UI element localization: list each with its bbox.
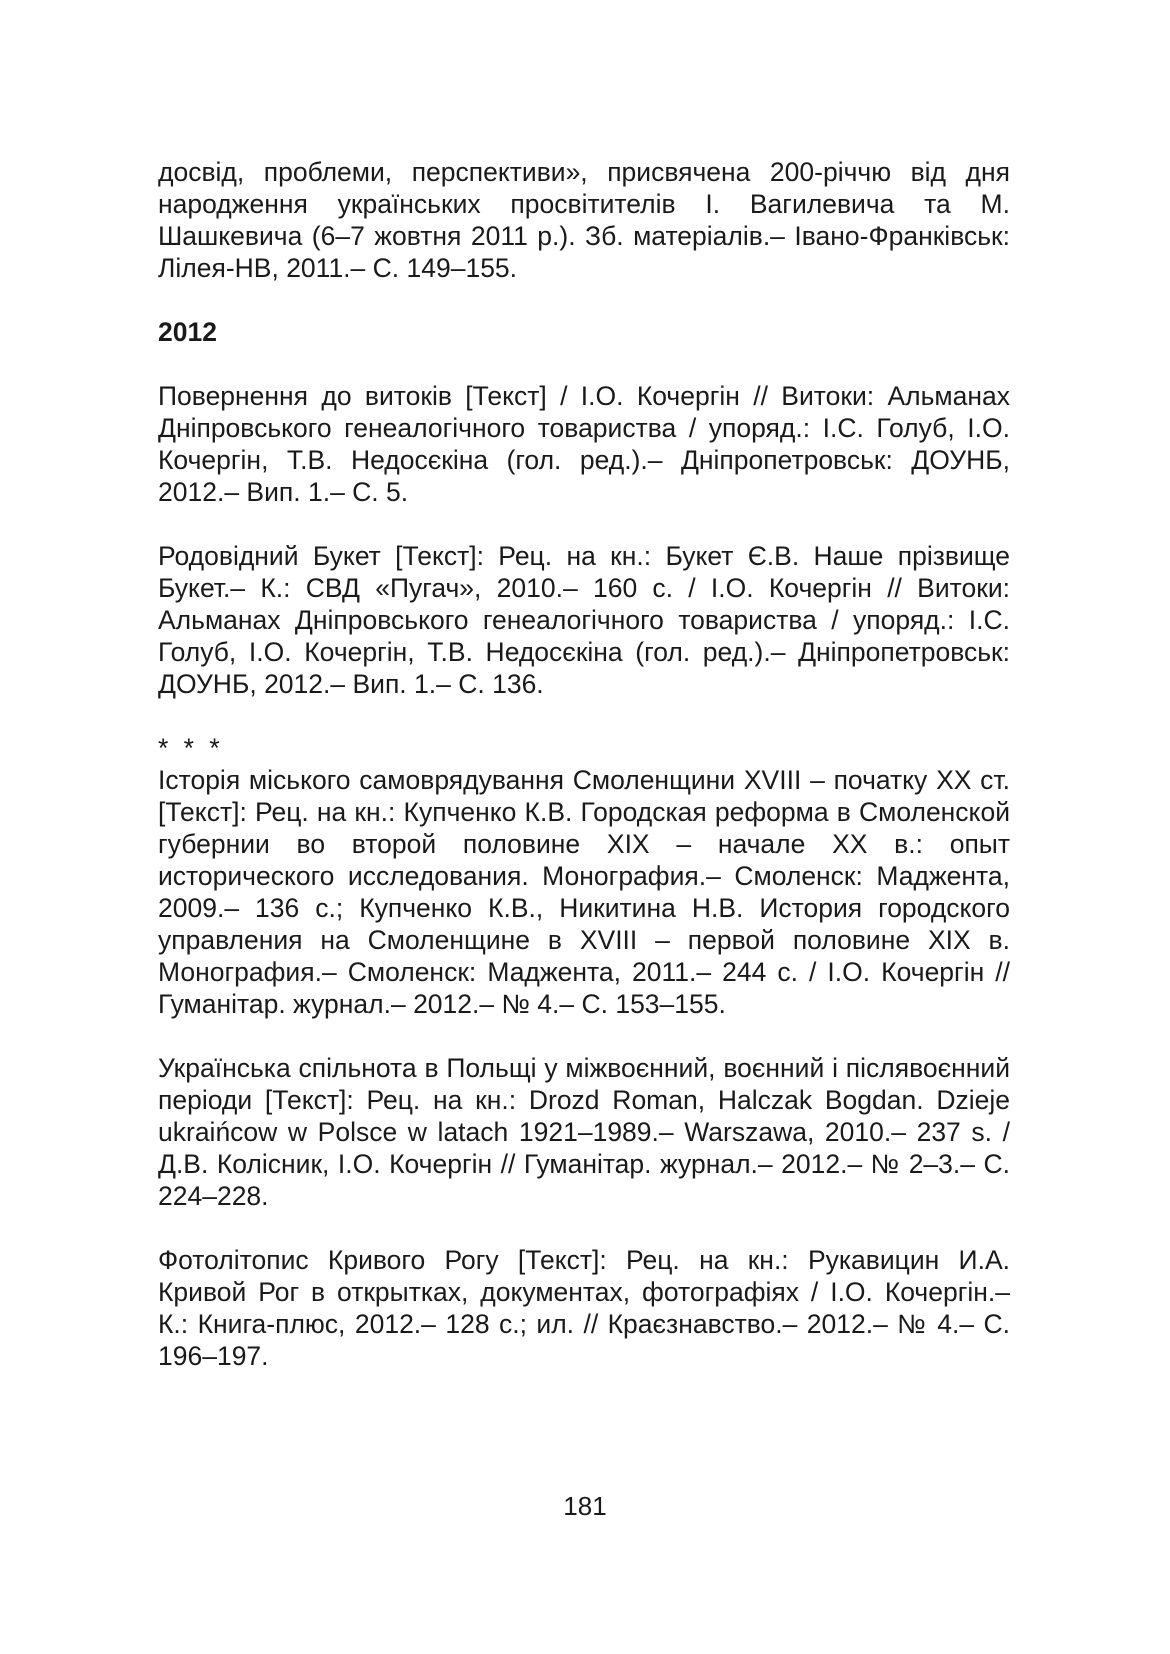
- bibliography-entry: Українська спільнота в Польщі у міжвоєнний, воєнний і післявоєнний періоди [Текст]: Рец. на кн.: Drozd Roman, Halczak Bogdan. Dzieje ukraińcow w Polsce w latach 1921–1989.– Warszawa, 2010.– 237 s. / Д.В. Колісник, І.О. Кочергін // Гуманітар. журнал.– 2012.– № 2–3.– С. 224–228.: [158, 1053, 1010, 1211]
- page-number: 181: [563, 1491, 607, 1521]
- section-separator: * * *: [158, 733, 224, 763]
- bibliography-entry: Родовідний Букет [Текст]: Рец. на кн.: Букет Є.В. Наше прізвище Букет.– К.: СВД «Пугач», 2010.– 160 с. / І.О. Кочергін // Витоки: Альманах Дніпровського генеалогічного товариства / упоряд.: І.С. Голуб, І.О. Кочергін, Т.В. Недосєкіна (гол. ред.).– Дніпропетровськ: ДОУНБ, 2012.– Вип. 1.– С. 136.: [158, 541, 1010, 699]
- bibliography-entry: Фотолітопис Кривого Рогу [Текст]: Рец. на кн.: Рукавицин И.А. Кривой Рог в открытках, документах, фотографіях / І.О. Кочергін.– К.: Книга-плюс, 2012.– 128 с.; ил. // Краєзнавство.– 2012.– № 4.– С. 196–197.: [158, 1245, 1010, 1371]
- bibliography-entry-continued: досвід, проблеми, перспективи», присвячена 200-річчю від дня народження українських просвітителів І. Вагилевича та М. Шашкевича (6–7 жовтня 2011 р.). Зб. матеріалів.– Івано-Франківськ: Лілея-НВ, 2011.– С. 149–155.: [158, 157, 1010, 283]
- page-content: [158, 156, 1010, 1404]
- bibliography-entry: Історія міського самоврядування Смоленщини XVIII – початку XX ст. [Текст]: Рец. на кн.: Купченко К.В. Городская реформа в Смоленской губернии во второй половине XIX – начале XX в.: опыт исторического исследования. Монография.– Смоленск: Маджента, 2009.– 136 с.; Купченко К.В., Никитина Н.В. История городского управления на Смоленщине в XVIII – первой половине XIX в. Монография.– Смоленск: Маджента, 2011.– 244 с. / І.О. Кочергін // Гуманітар. журнал.– 2012.– № 4.– С. 153–155.: [158, 765, 1010, 1019]
- bibliography-entry: Повернення до витоків [Текст] / І.О. Кочергін // Витоки: Альманах Дніпровського генеалогічного товариства / упоряд.: І.С. Голуб, І.О. Кочергін, Т.В. Недосєкіна (гол. ред.).– Дніпропетровськ: ДОУНБ, 2012.– Вип. 1.– С. 5.: [158, 381, 1010, 507]
- year-heading: 2012: [158, 317, 217, 347]
